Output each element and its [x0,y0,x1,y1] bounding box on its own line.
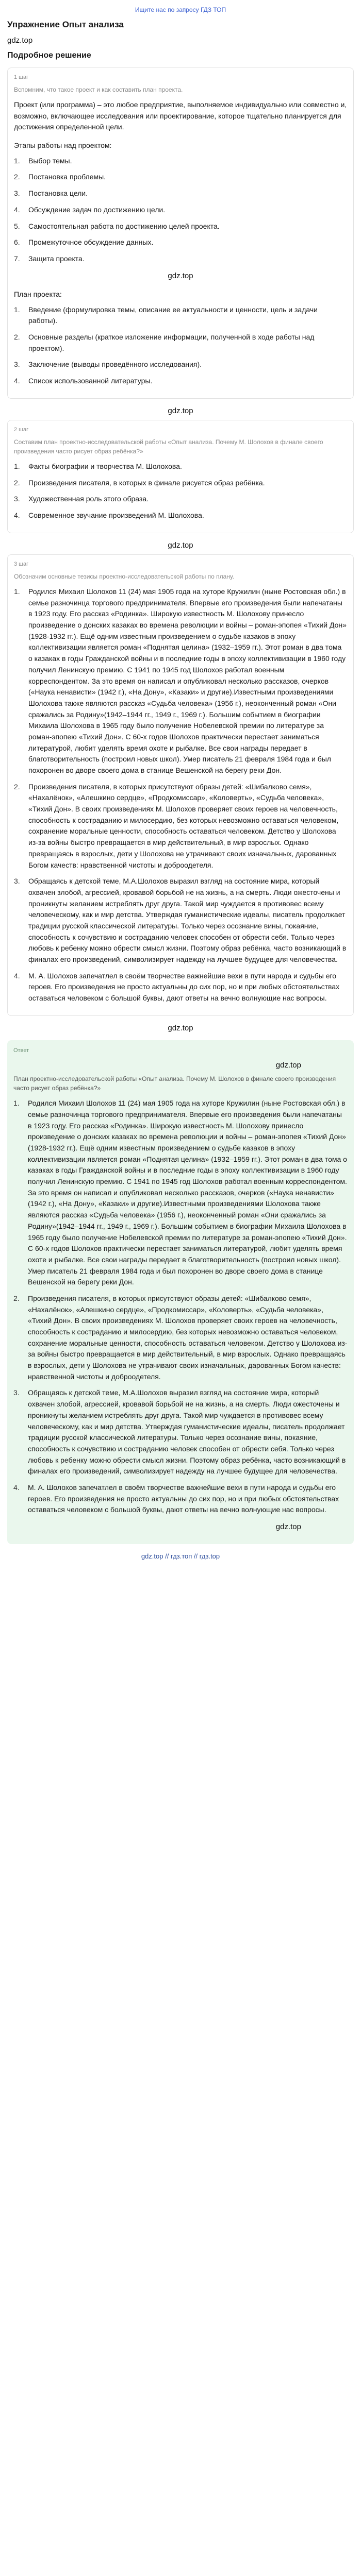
plan-heading: План проекта: [14,290,62,298]
list-item: 6. Промежуточное обсуждение данных. [14,238,154,247]
footer-links[interactable]: gdz.top // гдз.топ // гдз.top [141,1552,220,1561]
answer-list [13,1098,348,1516]
stages-list [14,156,347,265]
list-item: 2. Произведения писателя, в которых присутствуют образы детей: «Шибалково семя», «Нахалёнок», «Алешкино сердце», «Продкомиссар», «Коловерть», «Судьба человека», «Тихий Дон». В своих произведениях М. Шолохов проверяет своих героев на человечность, способность к состраданию и милосердию, без которых невозможно оставаться человеком, сохранение моральные ценности, способность оставаться человеком. Детство у Шолохова из-за войны быстро превращается в мир действительный, в мир взрослых. Однако превращаясь в взрослых, дети у Шолохова не утрачивают своих изначальных, дарованных Богом качеств: нравственной чистоты и доброодетеля. [13,1294,348,1381]
answer-label: Ответ [13,1047,29,1054]
list-item: 2. Основные разделы (краткое изложение информации, полученной в ходе работы над проектом). [14,332,315,352]
step-3-card [7,554,354,1016]
list-item: 7. Защита проекта. [14,254,85,263]
watermark: gdz.top [7,36,33,45]
top-search-link[interactable]: Ищите нас по запросу ГДЗ ТОП [135,6,226,13]
list-item: 4. Современное звучание произведений М. Шолохова. [14,511,204,520]
list-item: 2. Произведения писателя, в которых присутствуют образы детей: «Шибалково семя», «Нахалёнок», «Алешкино сердце», «Продкомиссар», «Коловерть», «Судьба человека», «Тихий Дон». В своих произведениях М. Шолохов проверяет своих героев на человечность, способность к состраданию и милосердию, без которых невозможно оставаться человеком, сохранение моральные ценности, способность оставаться человеком. Детство у Шолохова из-за войны быстро превращается в мир действительный, в мир взрослых. Однако превращаясь в взрослых, дети у Шолохова не утрачивают своих изначальных, дарованных Богом качеств: нравственной чистоты и доброодетеля. [14,782,339,869]
answer-card [7,1040,354,1544]
list-item: 1. Выбор темы. [14,156,72,165]
list-item: 1. Введение (формулировка темы, описание ее актуальности и ценности, цель и задачи работы). [14,305,318,325]
plan-list [14,461,347,521]
watermark: gdz.top [168,271,193,280]
list-item: 3. Обращаясь к детской теме, М.А.Шолохов выразил взгляд на состояние мира, который охвачен злобой, агрессией, кровавой борьбой не на жизнь, а на смерть. Люди ожесточены и проникнуты желанием истреблять друг друга. Такой мир чуждается в противовес всему человеческому, как и мир детства. Утверждая гуманистические идеалы, писатель продолжает традиции русской классической литературы. Только через осознание вины, покаяние, способность к сочувствию и состраданию человек способен от обрести себя. Только через любовь к ребенку можно обрести смысл жизни. Поэтому образ ребёнка, часто возникающий в финалах его произведений, символизирует надежду на лучшее будущее для человечества. [13,1388,346,1476]
list-item: 5. Самостоятельная работа по достижению целей проекта. [14,222,220,230]
step-description: Обозначим основные тезисы проектно-исследовательской работы по плану. [14,573,235,580]
list-item: 4. М. А. Шолохов запечатлел в своём творчестве важнейшие вехи в пути народа и судьбы его героев. Его произведения не просто актуальны до сих пор, но и при любых обстоятельствах оставаться человеком с большой буквы, дают ответы на вечно волнующие нас вопросы. [13,1483,339,1514]
list-item: 4. Список использованной литературы. [14,376,153,385]
list-item: 2. Произведения писателя, в которых в финале рисуется образ ребёнка. [14,478,265,487]
list-item: 3. Постановка цели. [14,189,88,198]
step-label: 3 шаг [14,561,29,567]
list-item: 1. Факты биографии и творчества М. Шолохова. [14,462,182,470]
watermark: gdz.top [168,406,193,415]
step-description: Составим план проектно-исследовательской работы «Опыт анализа. Почему М. Шолохов в финале своего произведения часто рисует образ ребёнка?» [14,438,323,455]
list-item: 3. Обращаясь к детской теме, М.А.Шолохов выразил взгляд на состояние мира, который охвачен злобой, агрессией, кровавой борьбой не на жизнь, а на смерть. Люди ожесточены и проникнуты желанием истреблять друг друга. Такой мир чуждается в противовес всему человеческому, как и мир детства. Утверждая гуманистические идеалы, писатель продолжает традиции русской классической литературы. Только через осознание вины, покаяние, способность к сочувствию и состраданию человек способен от обрести себя. Только через любовь к ребенку можно обрести смысл жизни. Поэтому образ ребёнка, часто возникающий в финалах его произведений, символизирует надежду на лучшее будущее для человечества. [14,877,347,963]
list-item: 3. Художественная роль этого образа. [14,495,149,503]
plan-list [14,304,347,387]
step-label: 1 шаг [14,74,29,80]
page-title: Упражнение Опыт анализа [7,19,124,29]
list-item: 4. М. А. Шолохов запечатлел в своём творчестве важнейшие вехи в пути народа и судьбы его героев. Его произведения не просто актуальны до сих пор, но и при любых обстоятельствах оставаться человеком с большой буквы, дают ответы на вечно волнующие нас вопросы. [14,971,340,1003]
answer-description: План проектно-исследовательской работы «Опыт анализа. Почему М. Шолохов в финале своего произведения часто рисует образ ребёнка?» [13,1075,336,1092]
solution-heading: Подробное решение [7,51,91,60]
step-2-card [7,420,354,533]
watermark: gdz.top [275,1061,301,1070]
list-item: 2. Постановка проблемы. [14,173,106,181]
stages-heading: Этапы работы над проектом: [14,141,112,150]
project-definition: Проект (или программа) – это любое предприятие, выполняемое индивидуально или совместно и, возможно, включающее исследования или проектирование, которое тщательно планируется для достижения определенной цели. [14,100,347,131]
step-label: 2 шаг [14,426,29,433]
watermark: gdz.top [275,1522,301,1532]
list-item: 4. Обсуждение задач по достижению цели. [14,205,166,214]
watermark: gdz.top [168,540,193,550]
step-description: Вспомним, что такое проект и как составить план проекта. [14,86,183,94]
theses-list [14,586,347,1004]
step-1-card [7,67,354,399]
watermark: gdz.top [168,1023,193,1032]
list-item: 1. Родился Михаил Шолохов 11 (24) мая 1905 года на хуторе Кружилин (ныне Ростовская обл.) в семье разночинца торгового предпринимателя. Впервые его произведения были напечатаны в 1923 году. Его рассказ «Родинка». Широкую известность М. Шолохову принесло произведение о донских казаках во времена революции и войны – роман-эпопея «Тихий Дон» (1928-1932 гг.). Ещё одним известным произведением о судьбе казаков в эпоху коллективизации является роман «Поднятая целина» (1932–1959 гг.). Этот роман в два тома о казаках в годы Гражданской войны и в последние годы в эпоху коллективизации в 1960 году получил Ленинскую премию. С 1941 по 1945 год Шолохов работал военным корреспондентом. За это время он написал и опубликовал несколько рассказов, очерков («Наука ненависти» (1942 г.), «На Дону», «Казаки» и другие).Известными произведениями Шолохова также являются рассказ «Судьба человека» (1956 г.), неоконченный роман «Они сражались за Родину»(1942–1944 гг., 1949 г., 1969 г.). Большим событием в биографии Михаила Шолохова в 1965 году было получение Нобелевской премии по литературе за роман-эпопею «Тихий Дон». С 60-х годов Шолохов практически перестает заниматься литературой, любит уделять время охоте и рыбалке. Все свои награды передает в благотворительность (построил новых школ). Умер писатель 21 февраля 1984 года и был похоронен во дворе своего дома в станице Вешенской на берегу реки Дон. [14,587,347,774]
list-item: 1. Родился Михаил Шолохов 11 (24) мая 1905 года на хуторе Кружилин (ныне Ростовская обл.) в семье разночинца торгового предпринимателя. Впервые его произведения были напечатаны в 1923 году. Его рассказ «Родинка». Широкую известность М. Шолохову принесло произведение о донских казаках во времена революции и войны – роман-эпопея «Тихий Дон» (1928-1932 гг.). Ещё одним известным произведением о судьбе казаков в эпоху коллективизации является роман «Поднятая целина» (1932–1959 гг.). Этот роман в два тома о казаках в годы Гражданской войны и в последние годы в эпоху коллективизации в 1960 году получил Ленинскую премию. С 1941 по 1945 год Шолохов работал военным корреспондентом. За это время он написал и опубликовал несколько рассказов, очерков («Наука ненависти» (1942 г.), «На Дону», «Казаки» и другие).Известными произведениями Шолохова также являются рассказ «Судьба человека» (1956 г.), неоконченный роман «Они сражались за Родину»(1942–1944 гг., 1949 г., 1969 г.). Большим событием в биографии Михаила Шолохова в 1965 году было получение Нобелевской премии по литературе за роман-эпопею «Тихий Дон». С 60-х годов Шолохов практически перестает заниматься литературой, любит уделять время охоте и рыбалке. Все свои награды передает в благотворительность (построил новых школ). Умер писатель 21 февраля 1984 года и был похоронен во дворе своего дома в станице Вешенской на берегу реки Дон. [13,1099,347,1286]
list-item: 3. Заключение (выводы проведённого исследования). [14,360,202,369]
